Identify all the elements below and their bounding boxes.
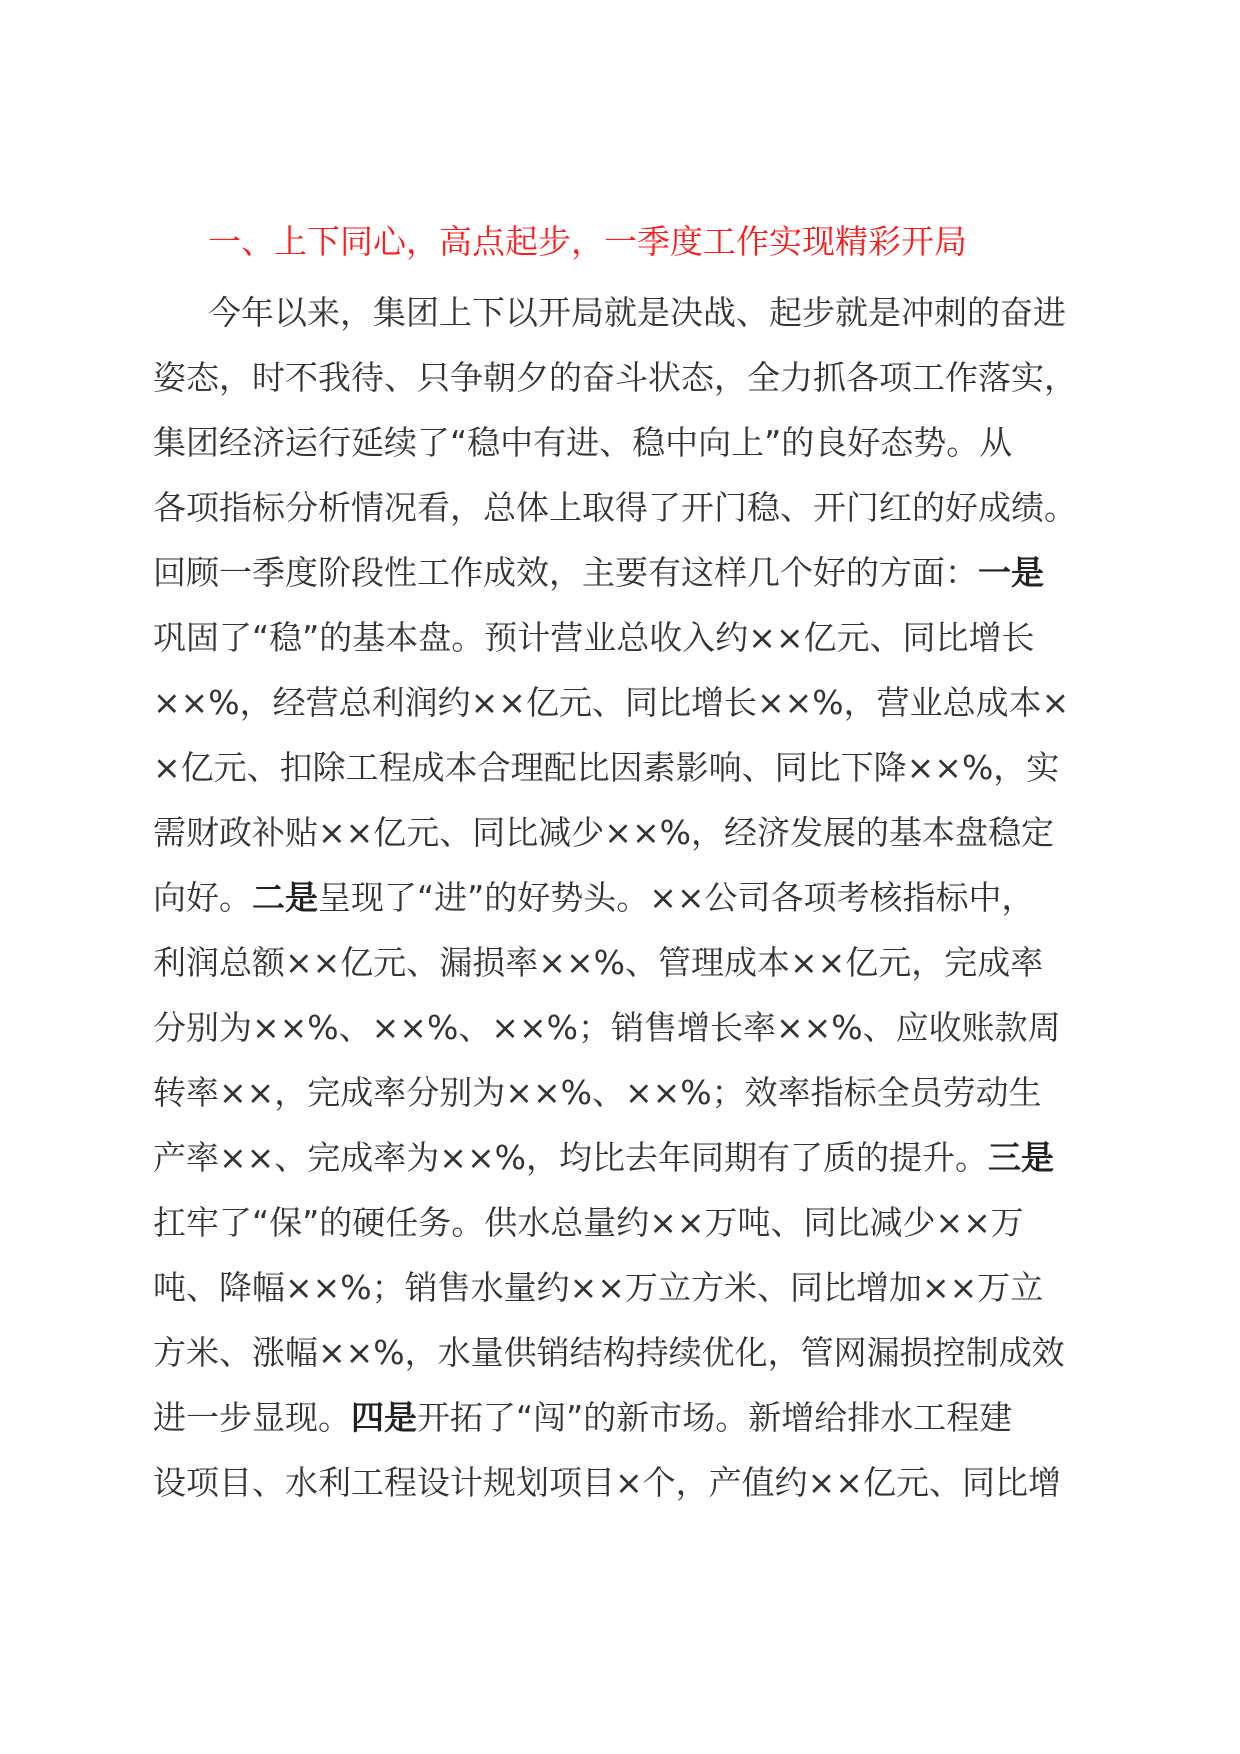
line-text: 回顾一季度阶段性工作成效，主要有这样几个好的方面： [153,553,978,592]
line-text: 巩固了“稳”的基本盘。预计营业总收入约××亿元、同比增长 [153,618,1035,657]
text-line [153,670,1088,735]
line-text: ××%，经营总利润约××亿元、同比增长××%，营业总成本× [153,683,1070,722]
line-text: 转率××，完成率分别为××%、××%；效率指标全员劳动生 [153,1073,1042,1112]
text-line [153,605,1088,670]
section-heading: 一、上下同心，高点起步，一季度工作实现精彩开局 [208,222,967,261]
line-text: 设项目、水利工程设计规划项目×个，产值约××亿元、同比增 [153,1463,1061,1502]
line-text: 吨、降幅××%；销售水量约××万立方米、同比增加××万立 [153,1268,1044,1307]
line-text: 进一步显现。 [153,1398,351,1437]
text-line [153,345,1088,410]
line-text: 开拓了“闯”的新市场。新增给排水工程建 [417,1398,1013,1437]
line-text: 各项指标分析情况看，总体上取得了开门稳、开门红的好成绩。 [153,488,1077,527]
text-line [153,735,1088,800]
line-text: 产率××、完成率为××%，均比去年同期有了质的提升。 [153,1138,988,1177]
body-paragraph [153,280,1088,1515]
line-text: 方米、涨幅××%，水量供销结构持续优化，管网漏损控制成效 [153,1333,1065,1372]
text-line [153,995,1088,1060]
text-line [153,930,1088,995]
text-line [153,1320,1088,1385]
text-line [153,540,1088,605]
text-line [153,410,1088,475]
text-line [153,280,1088,345]
text-line [153,1190,1088,1255]
line-text: 姿态，时不我待、只争朝夕的奋斗状态，全力抓各项工作落实， [153,358,1077,397]
emphasis-text: 一是 [978,553,1044,592]
emphasis-text: 二是 [252,878,318,917]
emphasis-text: 三是 [987,1138,1054,1177]
line-text: 需财政补贴××亿元、同比减少××%，经济发展的基本盘稳定 [153,813,1054,852]
line-text: 利润总额××亿元、漏损率××%、管理成本××亿元，完成率 [153,943,1044,982]
text-line [153,1450,1088,1515]
text-line [153,1125,1088,1190]
line-text: 向好。 [153,878,252,917]
line-text: 集团经济运行延续了“稳中有进、稳中向上”的良好态势。从 [153,423,1013,462]
line-text: 分别为××%、××%、××%；销售增长率××%、应收账款周 [153,1008,1061,1047]
text-line [153,1385,1088,1450]
line-text: ×亿元、扣除工程成本合理配比因素影响、同比下降××%，实 [153,748,1060,787]
text-line [153,1255,1088,1320]
text-line [153,865,1088,930]
line-text: 扛牢了“保”的硬任务。供水总量约××万吨、同比减少××万 [153,1203,1024,1242]
text-line [153,1060,1088,1125]
text-line [153,475,1088,540]
line-text: 呈现了“进”的好势头。××公司各项考核指标中， [318,878,1035,917]
line-text: 今年以来，集团上下以开局就是决战、起步就是冲刺的奋进 [208,293,1066,332]
text-line [153,800,1088,865]
emphasis-text: 四是 [351,1398,417,1437]
